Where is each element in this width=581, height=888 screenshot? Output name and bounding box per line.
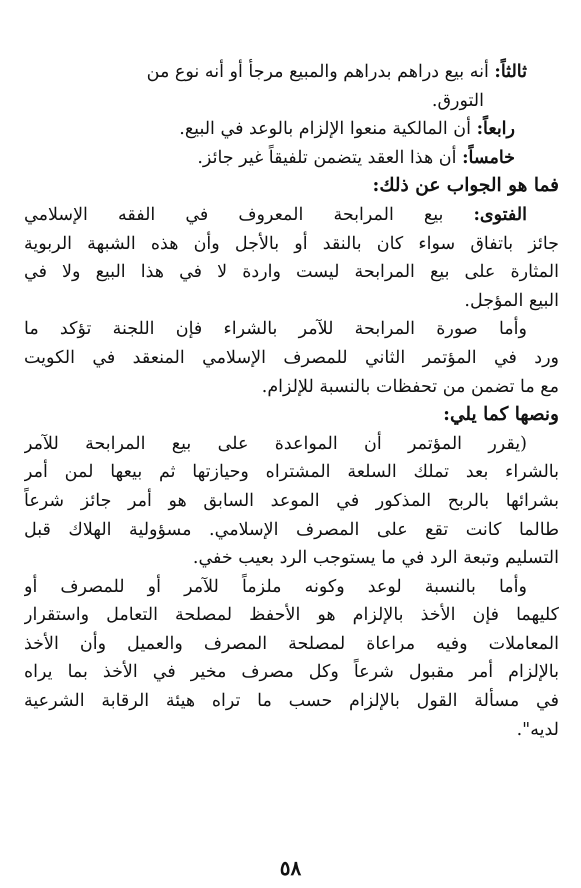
fatwa-label: الفتوى: [473,204,527,225]
body-line: ورد في المؤتمر الثاني للمصرف الإسلامي المنعقد في الكويت [24,347,559,368]
body-line: جائز باتفاق سواء كان بالنقد أو بالأجل وأن هذه الشبهة الربوية [24,233,559,254]
line-point-3 [24,58,559,87]
quote-line: في مسألة القول بالإلزام حسب ما تراه هيئة الرقابة الشرعية [24,691,559,712]
body-line: مع ما تضمن من تحفظات بالنسبة للإلزام. [261,376,559,397]
point-3-text-cont: التورق. [431,90,484,111]
point-3-label: ثالثاً: [494,62,527,82]
quote-line: كليهما فإن الأخذ بالإلزام هو الأحفظ لمصلحة التعامل واستقرار [24,605,559,626]
body-line: البيع المؤجل. [464,290,559,311]
page-number: ٥٨ [279,856,302,880]
quote-line: وأما بالنسبة لوعد وكونه ملزماً للآمر أو للمصرف أو [24,576,527,597]
quote-line: بالإلزام أمر مقبول شرعاً وكل مصرف مخير في الأخذ بما يراه [24,662,559,683]
line-fatwa [24,201,559,230]
quote-line: لديه". [516,719,559,740]
point-3-text: أنه بيع دراهم بدراهم والمبيع مرجأ أو أنه نوع من [146,62,489,82]
quote-line: المعاملات وفيه مراعاة لمصلحة المصرف والعميل وأن الأخذ [24,633,559,654]
point-4-text: أن المالكية منعوا الإلزام بالوعد في البيع. [179,119,471,140]
body-line: المثارة على بيع المرابحة ليست واردة لا في هذا البيع ولا في [24,262,559,283]
section-heading-answer: فما هو الجواب عن ذلك: [372,175,559,197]
fatwa-text: بيع المرابحة المعروف في الفقه الإسلامي [24,204,444,225]
quote-line: بالشراء بعد تملك السلعة المشتراه وحيازتها ثم بيعها لمن أمر [24,462,559,483]
point-5-text: أن هذا العقد يتضمن تلفيقاً غير جائز. [197,147,457,168]
section-heading-text: ونصها كما يلي: [443,404,559,426]
body-line: وأما صورة المرابحة للآمر بالشراء فإن اللجنة تؤكد ما [24,319,527,340]
line-point-3-cont [24,87,559,116]
point-4-label: رابعاً: [476,119,515,140]
line-point-4 [24,115,559,144]
point-5-label: خامساً: [462,147,515,168]
quote-line: طالما كانت تقع على المصرف الإسلامي. مسؤولية الهلاك قبل [24,519,559,540]
quote-line: التسليم وتبعة الرد في ما يستوجب الرد بعيب خفي. [192,548,559,569]
quote-line: بشرائها بالربح المذكور في الموعد السابق هو أمر جائز شرعاً [24,490,559,511]
quote-line: (يقرر المؤتمر أن المواعدة على بيع المرابحة للآمر [24,433,527,454]
line-point-5 [24,144,559,173]
document-page [24,58,559,878]
